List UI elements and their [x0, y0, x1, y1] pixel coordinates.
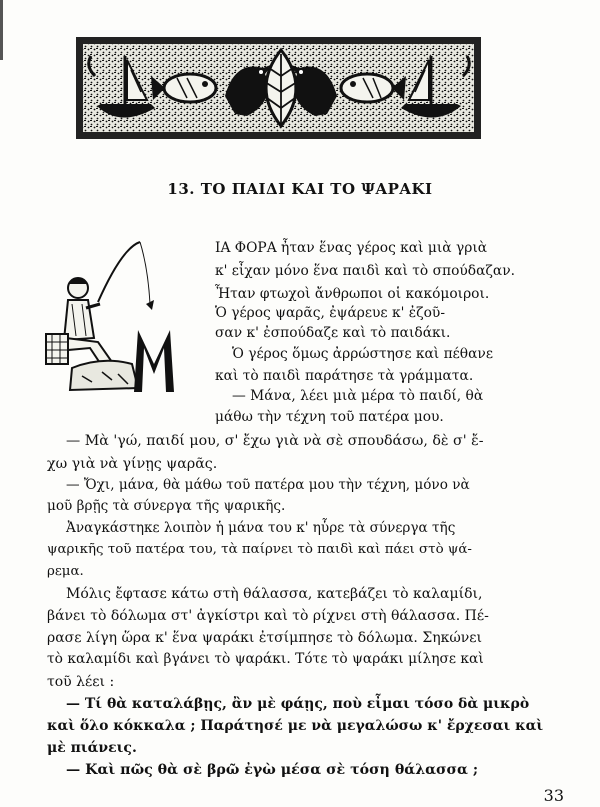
- text-line: ρεμα.: [47, 564, 84, 579]
- text-line: — Τί θὰ καταλάβῃς, ἂν μὲ φάῃς, ποὺ εἶμαι τόσο δὰ μικρὸ: [66, 696, 530, 712]
- text-line: — Ὄχι, μάνα, θὰ μάθω τοῦ πατέρα μου τὴν τέχνη, μόνο νὰ: [66, 477, 470, 493]
- text-line: ψαρικῆς τοῦ πατέρα του, τὰ παίρνει τὸ παιδὶ καὶ πάει στὸ ψά-: [47, 542, 472, 557]
- text-line: Μόλις ἔφτασε κάτω στὴ θάλασσα, κατεβάζει τὸ καλαμίδι,: [66, 586, 483, 602]
- text-line: κ' εἶχαν μόνο ἕνα παιδὶ καὶ τὸ σπούδαζαν.: [215, 263, 515, 279]
- text-line: — Μὰ 'γώ, παιδί μου, σ' ἔχω γιὰ νὰ σὲ σπουδάσω, δὲ σ' ἔ-: [66, 433, 484, 449]
- fishing-rod-icon: [98, 242, 154, 310]
- text-line: — Μάνα, λέει μιὰ μέρα τὸ παιδί, θὰ: [232, 388, 484, 404]
- text-line: καὶ τὸ παιδὶ παράτησε τὰ γράμματα.: [215, 368, 474, 384]
- boy-fishing-illustration: [42, 238, 182, 396]
- text-line: Ὁ γέρος ψαρᾶς, ἐψάρευε κ' ἐζοῦ-: [215, 305, 445, 321]
- text-line: Ἀναγκάστηκε λοιπὸν ἡ μάνα του κ' ηὗρε τὰ σύνεργα τῆς: [66, 520, 456, 536]
- text-line: ΙΑ ΦΟΡΑ ἦταν ἕνας γέρος καὶ μιὰ γριὰ: [215, 240, 488, 256]
- boy-icon: [64, 278, 112, 366]
- text-line: μὲ πιάνεις.: [47, 740, 137, 756]
- text-line: — Καὶ πῶς θὰ σὲ βρῶ ἐγὼ μέσα σὲ τόση θάλασσα ;: [66, 762, 479, 778]
- text-line: ρασε λίγη ὥρα κ' ἕνα ψαράκι ἐτσίμπησε τὸ δόλωμα. Σηκώνει: [47, 630, 483, 646]
- basket-icon: [46, 334, 68, 364]
- rocks-icon: [70, 361, 138, 390]
- text-line: καὶ ὅλο κόκκαλα ; Παράτησέ με νὰ μεγαλώσω κ' ἔρχεσαι καὶ: [47, 718, 544, 734]
- text-line: βάνει τὸ δόλωμα στ' ἀγκίστρι καὶ τὸ ρίχνει στὴ θάλασσα. Πέ-: [47, 608, 489, 624]
- text-line: μάθω τὴν τέχνη τοῦ πατέρα μου.: [215, 409, 444, 425]
- text-line: σαν κ' ἐσπούδαζε καὶ τὸ παιδάκι.: [215, 325, 451, 341]
- text-line: μοῦ βρῇς τὰ σύνεργα τῆς ψαρικῆς.: [47, 498, 286, 514]
- text-line: Ἦταν φτωχοὶ ἄνθρωποι οἱ κακόμοιροι.: [215, 286, 490, 302]
- scan-edge: [0, 0, 6, 60]
- page-number: 33: [543, 786, 564, 805]
- decorative-banner: [75, 36, 482, 140]
- chapter-title: 13. ΤΟ ΠΑΙΔΙ ΚΑΙ ΤΟ ΨΑΡΑΚΙ: [167, 180, 433, 198]
- text-line: τὸ καλαμίδι καὶ βγάνει τὸ ψαράκι. Τότε τὸ ψαράκι μίλησε καὶ: [47, 651, 484, 667]
- initial-letter-m: [134, 330, 174, 392]
- text-line: Ὁ γέρος ὅμως ἀρρώστησε καὶ πέθανε: [232, 346, 493, 362]
- text-line: τοῦ λέει :: [47, 674, 115, 690]
- text-line: χω γιὰ νὰ γίνῃς ψαρᾶς.: [47, 456, 218, 472]
